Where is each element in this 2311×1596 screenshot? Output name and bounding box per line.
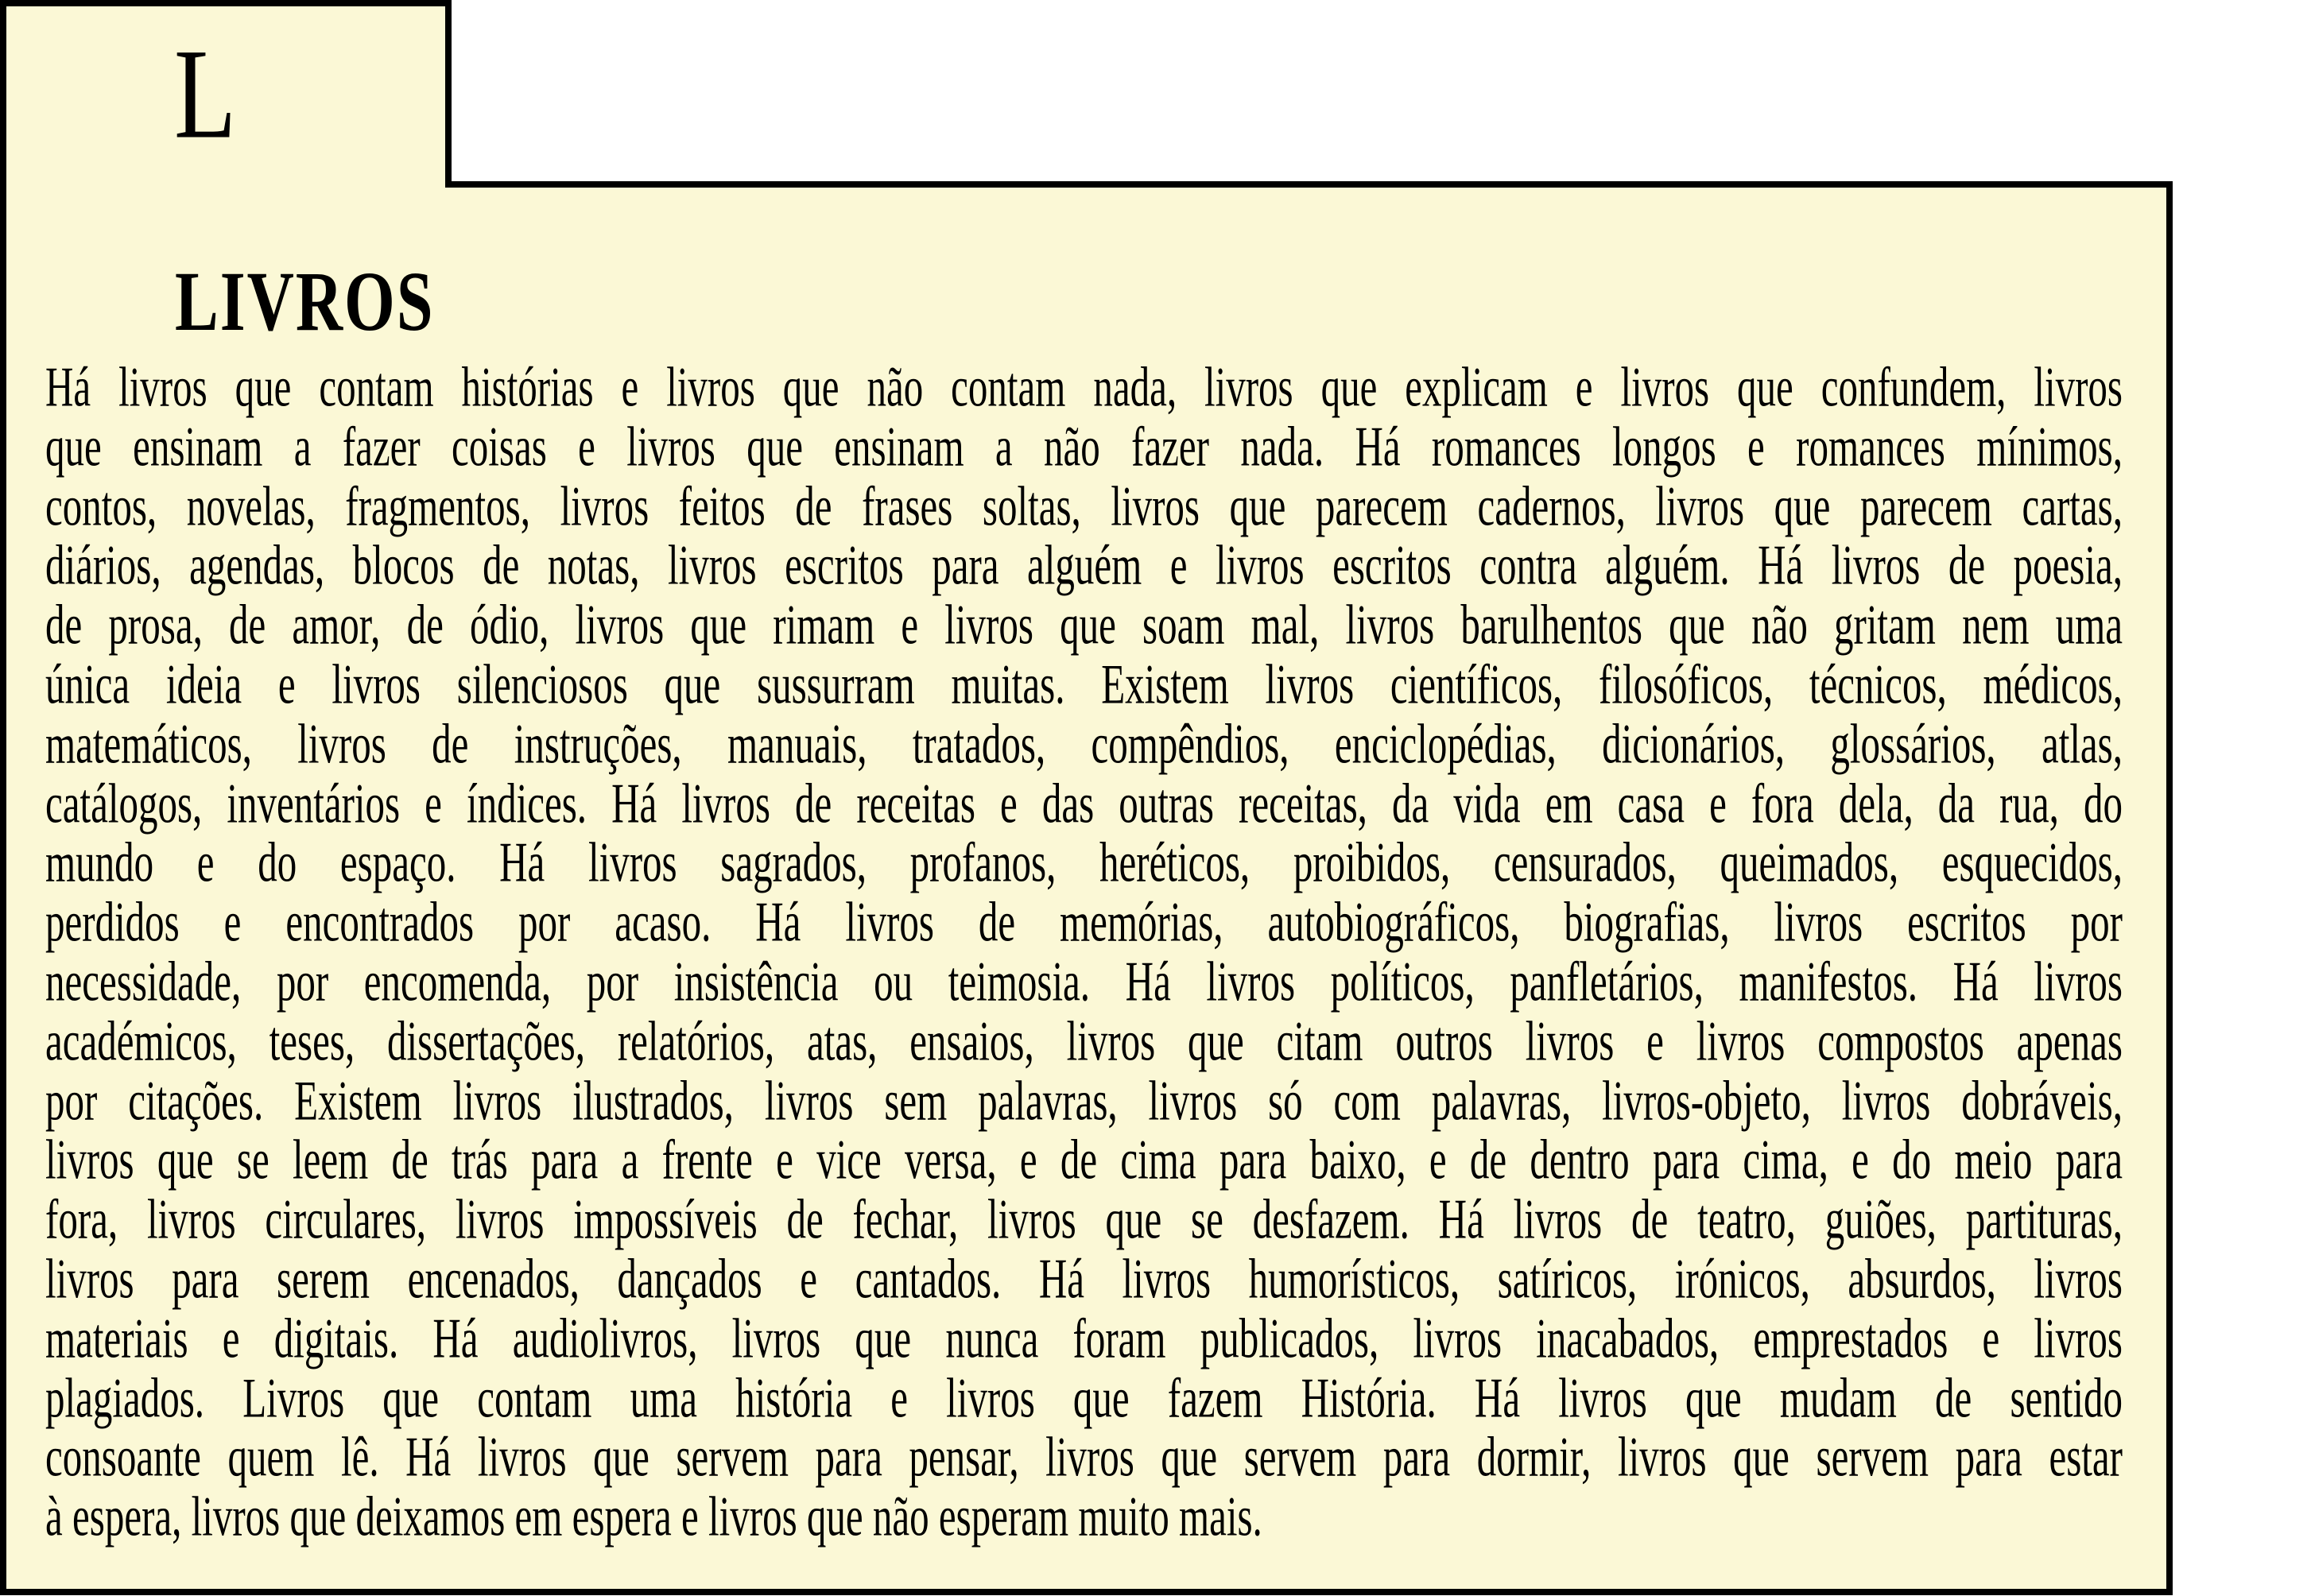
paragraph-line: plagiados. Livros que contam uma história e livros que fazem História. Há livros que mudam de sentido xyxy=(45,1366,2123,1430)
paragraph-line: consoante quem lê. Há livros que servem para pensar, livros que servem para dormir, livros que servem para estar xyxy=(45,1425,2123,1489)
paragraph-line: Há livros que contam histórias e livros que não contam nada, livros que explicam e livros que confundem, livros xyxy=(45,354,2123,419)
paragraph-line: académicos, teses, dissertações, relatórios, atas, ensaios, livros que citam outros livros e livros compostos apenas xyxy=(45,1009,2123,1073)
paragraph-line: livros para serem encenados, dançados e cantados. Há livros humorísticos, satíricos, irónicos, absurdos, livros xyxy=(45,1246,2123,1311)
paragraph-line: necessidade, por encomenda, por insistência ou teimosia. Há livros políticos, panfletários, manifestos. Há livros xyxy=(45,949,2123,1013)
paragraph-line: fora, livros circulares, livros impossíveis de fechar, livros que se desfazem. Há livros de teatro, guiões, partituras, xyxy=(45,1187,2123,1251)
paragraph-line: de prosa, de amor, de ódio, livros que rimam e livros que soam mal, livros barulhentos que não gritam nem uma xyxy=(45,593,2123,657)
paragraph-line: materiais e digitais. Há audiolivros, livros que nunca foram publicados, livros inacabados, emprestados e livros xyxy=(45,1306,2123,1370)
paragraph-line: matemáticos, livros de instruções, manuais, tratados, compêndios, enciclopédias, dicionários, glossários, atlas, xyxy=(45,711,2123,776)
tab-letter: L xyxy=(174,21,237,166)
entry-paragraph xyxy=(45,354,2123,1553)
paragraph-line: perdidos e encontrados por acaso. Há livros de memórias, autobiográficos, biografias, livros escritos por xyxy=(45,889,2123,954)
paragraph-line: diários, agendas, blocos de notas, livros escritos para alguém e livros escritos contra alguém. Há livros de poesia, xyxy=(45,533,2123,597)
paragraph-line: por citações. Existem livros ilustrados, livros sem palavras, livros só com palavras, livros-objeto, livros dobráveis, xyxy=(45,1068,2123,1133)
paragraph-line: única ideia e livros silenciosos que sussurram muitas. Existem livros científicos, filosóficos, técnicos, médicos, xyxy=(45,652,2123,716)
paragraph-line: que ensinam a fazer coisas e livros que ensinam a não fazer nada. Há romances longos e romances mínimos, xyxy=(45,414,2123,478)
paragraph-line: contos, novelas, fragmentos, livros feitos de frases soltas, livros que parecem cadernos, livros que parecem cartas, xyxy=(45,474,2123,538)
paragraph-line: catálogos, inventários e índices. Há livros de receitas e das outras receitas, da vida em casa e fora dela, da rua, do xyxy=(45,771,2123,835)
paragraph-line: livros que se leem de trás para a frente e vice versa, e de cima para baixo, e de dentro para cima, e do meio para xyxy=(45,1128,2123,1191)
entry-title: LIVROS xyxy=(175,254,435,349)
paragraph-line: à espera, livros que deixamos em espera e livros que não esperam muito mais. xyxy=(45,1484,1262,1548)
paragraph-line: mundo e do espaço. Há livros sagrados, profanos, heréticos, proibidos, censurados, queimados, esquecidos, xyxy=(45,831,2123,894)
